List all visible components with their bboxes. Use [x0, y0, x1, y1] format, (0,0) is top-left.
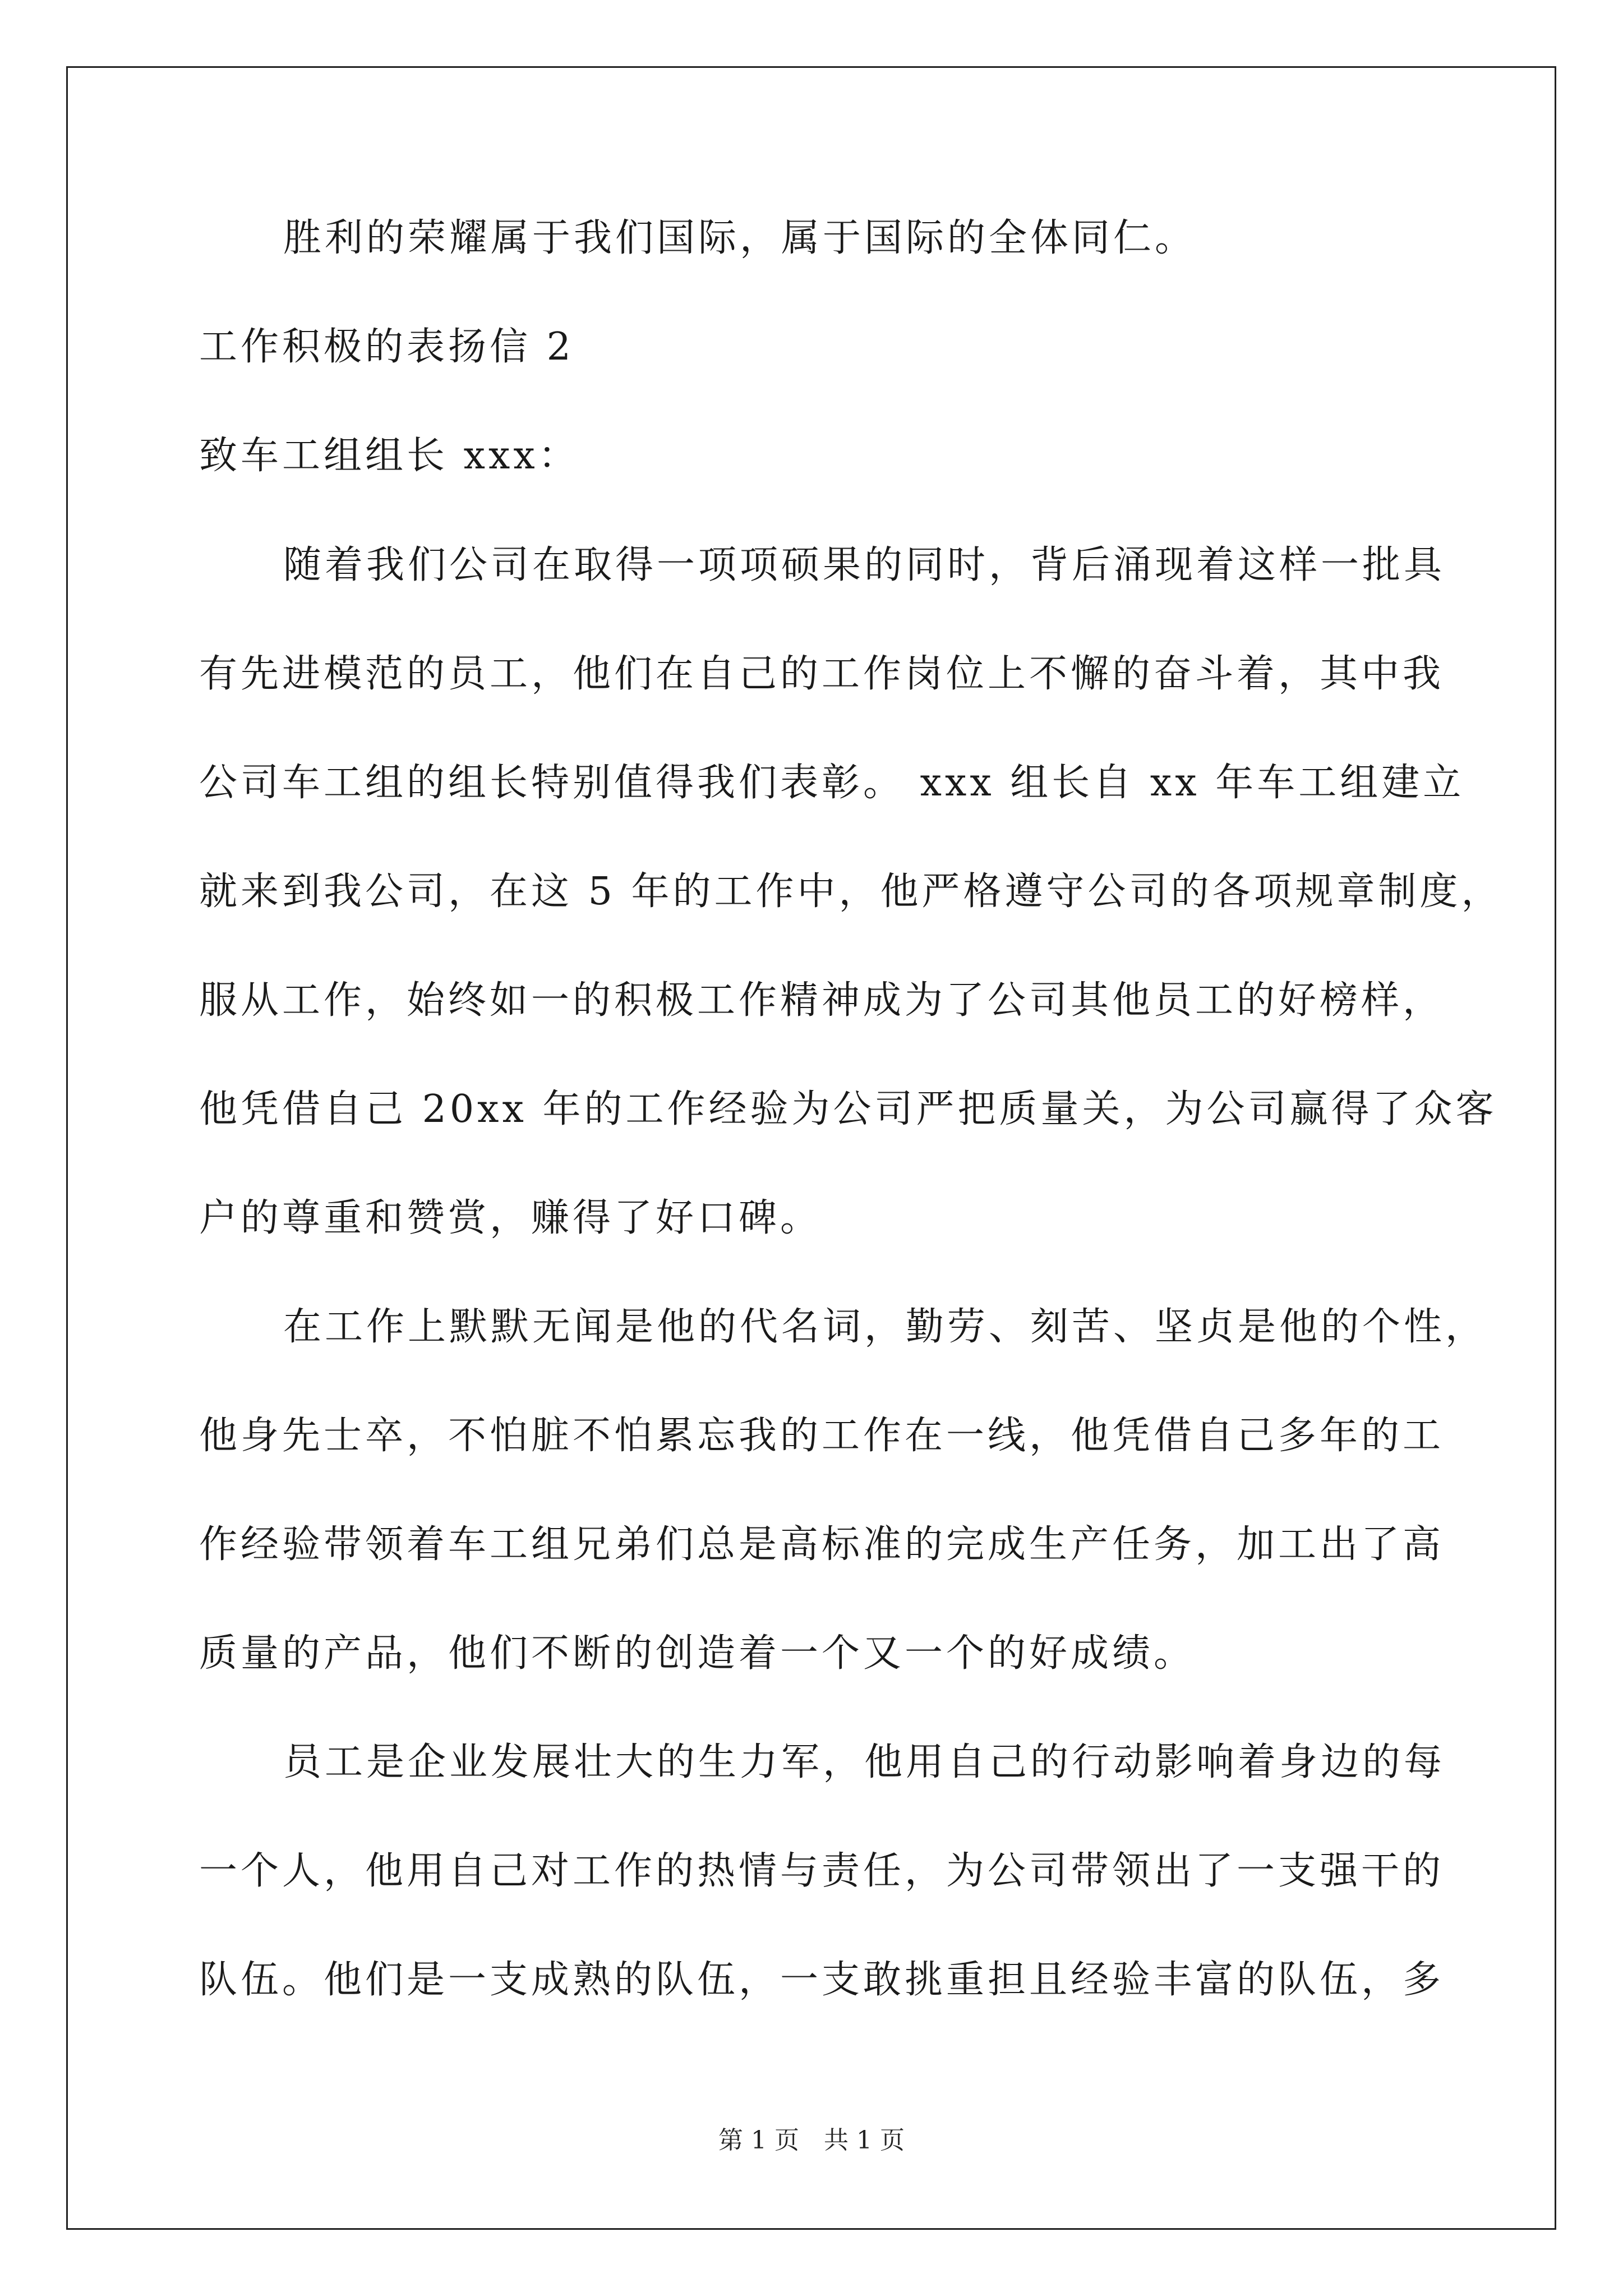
paragraph-line: 质量的产品，他们不断的创造着一个又一个的好成绩。 [199, 1631, 1196, 1676]
paragraph-line: 他身先士卒，不怕脏不怕累忘我的工作在一线，他凭借自己多年的工 [199, 1414, 1445, 1458]
paragraph-line: 服从工作，始终如一的积极工作精神成为了公司其他员工的好榜样， [199, 978, 1445, 1023]
paragraph-line: 就来到我公司，在这 5 年的工作中，他严格遵守公司的各项规章制度， [199, 869, 1503, 914]
paragraph-line: 作经验带领着车工组兄弟们总是高标准的完成生产任务，加工出了高 [199, 1522, 1445, 1567]
paragraph-line: 他凭借自己 20xx 年的工作经验为公司严把质量关，为公司赢得了众客 [199, 1087, 1497, 1131]
page-border [66, 66, 1556, 2230]
paragraph-line: 户的尊重和赞赏，赚得了好口碑。 [199, 1196, 822, 1240]
page-footer: 第 1 页 共 1 页 [718, 2126, 905, 2155]
letter-heading: 工作积极的表扬信 2 [199, 325, 574, 369]
paragraph-line: 一个人，他用自己对工作的热情与责任，为公司带领出了一支强干的 [199, 1849, 1445, 1893]
paragraph-line: 员工是企业发展壮大的生力军，他用自己的行动影响着身边的每 [283, 1740, 1446, 1784]
letter-salutation: 致车工组组长 xxx： [199, 434, 580, 478]
paragraph-line: 公司车工组的组长特别值得我们表彰。 xxx 组长自 xx 年车工组建立 [199, 761, 1465, 805]
paragraph-line: 胜利的荣耀属于我们国际，属于国际的全体同仁。 [283, 216, 1197, 260]
paragraph-line: 在工作上默默无闻是他的代名词，勤劳、刻苦、坚贞是他的个性， [283, 1305, 1487, 1349]
paragraph-line: 随着我们公司在取得一项项硕果的同时，背后涌现着这样一批具 [283, 543, 1446, 587]
paragraph-line: 队伍。他们是一支成熟的队伍，一支敢挑重担且经验丰富的队伍，多 [199, 1958, 1445, 2002]
paragraph-line: 有先进模范的员工，他们在自己的工作岗位上不懈的奋斗着，其中我 [199, 652, 1445, 696]
